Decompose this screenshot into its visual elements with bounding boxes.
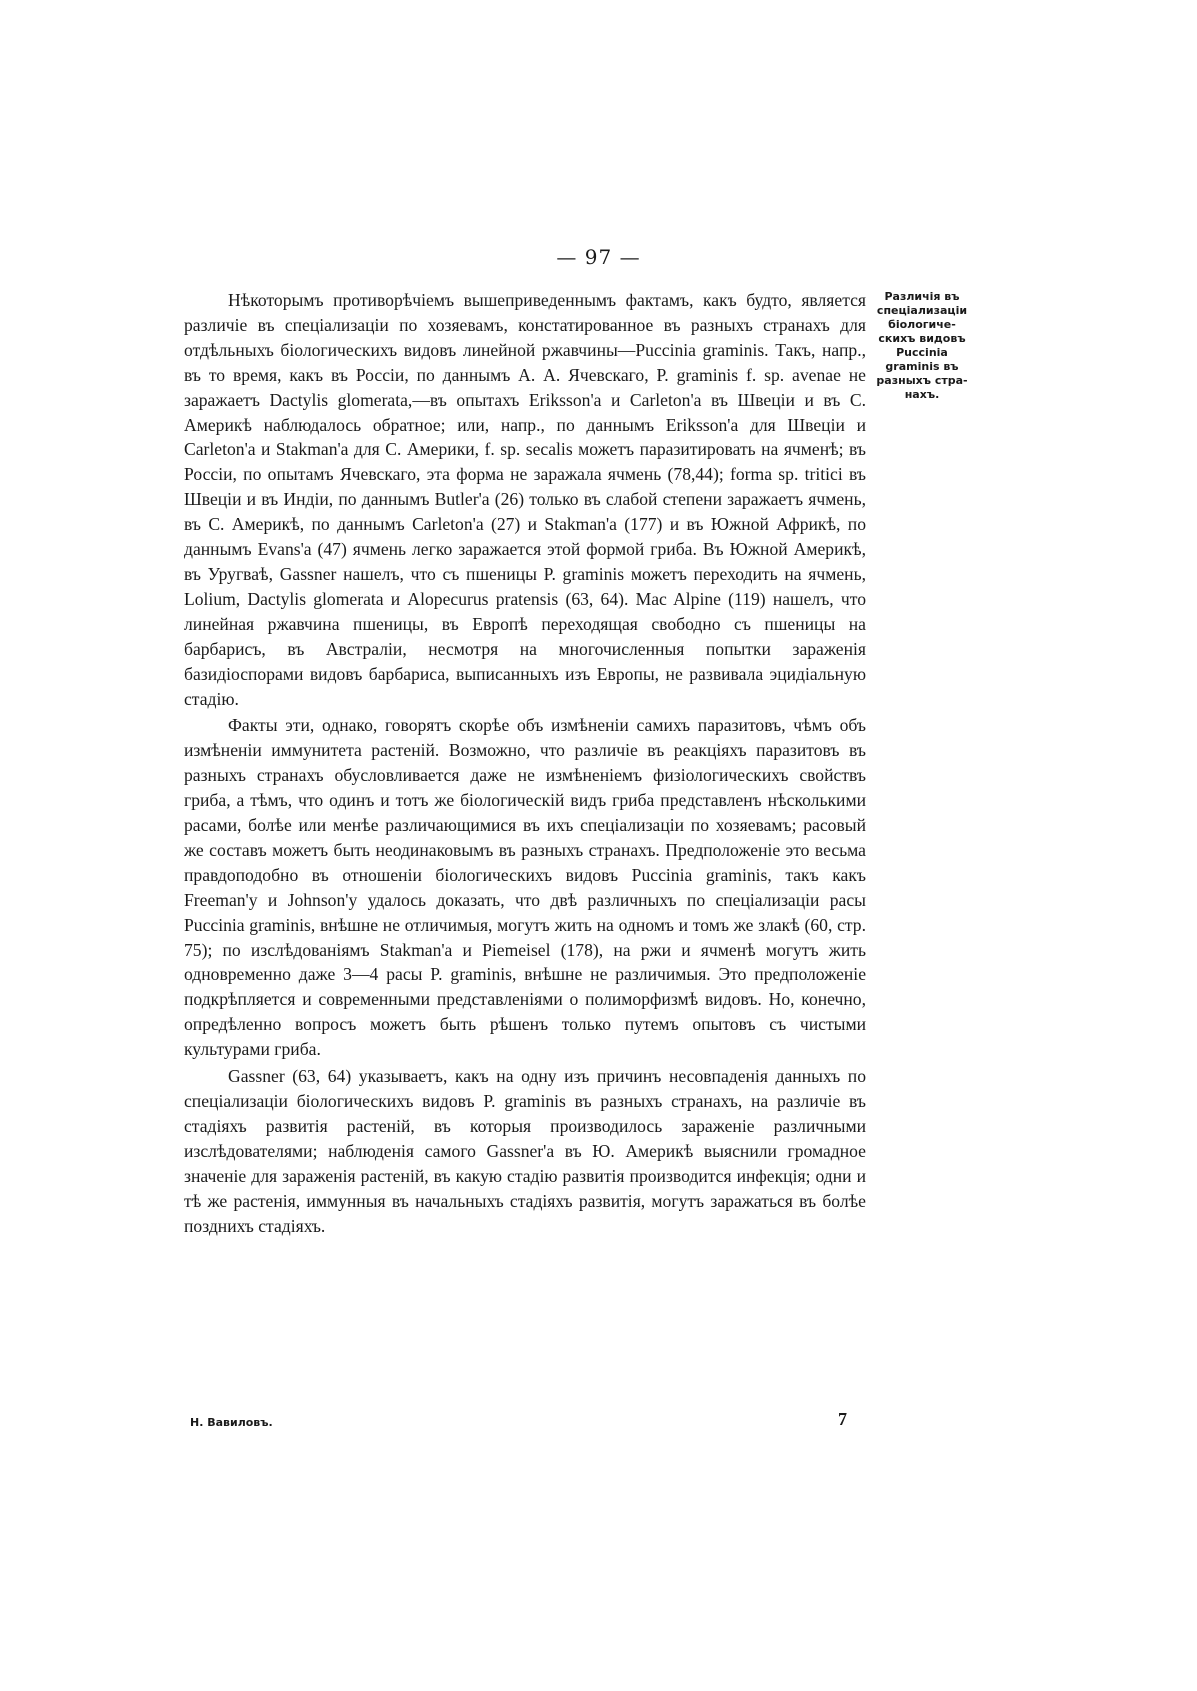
paragraph-1: Нѣкоторымъ противорѣчіемъ вышеприведеннымъ фактамъ, какъ будто, является различіе въ спеціализаціи по хозяевамъ, констатированное въ разныхъ странахъ для отдѣльныхъ біологическихъ видовъ линейной ржавчины—Puccinia graminis. Такъ, напр., въ то время, какъ въ Россіи, по даннымъ А. А. Ячевскаго, P. graminis f. sp. avenae не заражаетъ Dactylis glomerata,—въ опытахъ Eriksson'a и Carleton'a въ Швеціи и въ С. Америкѣ наблюдалось обратное; или, напр., по даннымъ Eriksson'a для Швеціи и Carleton'a и Stakman'a для С. Америки, f. sp. secalis можетъ паразитировать на ячменѣ; въ Россіи, по опытамъ Ячевскаго, эта форма не заражала ячмень (78,44); forma sp. tritici въ Швеціи и въ Индіи, по даннымъ Butler'a (26) только въ слабой степени заражаетъ ячмень, въ С. Америкѣ, по даннымъ Carleton'a (27) и Stakman'a (177) и въ Южной Африкѣ, по даннымъ Evans'a (47) ячмень легко заражается этой формой гриба. Въ Южной Америкѣ, въ Уругваѣ, Gassner нашелъ, что съ пшеницы P. graminis можетъ переходить на ячмень, Lolium, Dactylis glomerata и Alopecurus pratensis (63, 64). Mac Alpine (119) нашелъ, что линейная ржавчина пшеницы, въ Европѣ переходящая свободно съ пшеницы на барбарисъ, въ Австраліи, несмотря на многочисленныя попытки зараженія базидіоспорами видовъ барбариса, выписанныхъ изъ Европы, не развивала эцидіальную стадію. [184,290,866,709]
footer-author: Н. Вавиловъ. [190,1416,273,1429]
page-number: — 97 — [556,245,641,269]
margin-note: Различія въ спеціализаціи біологиче-скихъ видовъ Puccinia graminis въ разныхъ стра-нахъ. [876,290,968,401]
signature-mark: 7 [838,1409,847,1429]
paragraph-3: Gassner (63, 64) указываетъ, какъ на одну изъ причинъ несовпаденія данныхъ по спеціализаціи біологическихъ видовъ P. graminis въ разныхъ странахъ, на различіе въ стадіяхъ развитія растеній, въ которыя производилось зараженіе различными изслѣдователями; наблюденія самого Gassner'a въ Ю. Америкѣ выяснили громадное значеніе для зараженія растеній, въ какую стадію развитія производится инфекція; одни и тѣ же растенія, иммунныя въ начальныхъ стадіяхъ развитія, могутъ заражаться въ болѣе позднихъ стадіяхъ. [184,1066,866,1236]
paragraph-2: Факты эти, однако, говорятъ скорѣе объ измѣненіи самихъ паразитовъ, чѣмъ объ измѣненіи иммунитета растеній. Возможно, что различіе въ реакціяхъ паразитовъ въ разныхъ странахъ обусловливается даже не измѣненіемъ физіологическихъ свойствъ гриба, а тѣмъ, что одинъ и тотъ же біологическій видъ гриба представленъ нѣсколькими расами, болѣе или менѣе различающимися въ ихъ спеціализаціи по хозяевамъ; расовый же составъ можетъ быть неодинаковымъ въ разныхъ странахъ. Предположеніе это весьма правдоподобно въ отношеніи біологическихъ видовъ Puccinia graminis, такъ какъ Freeman'y и Johnson'y удалось доказать, что двѣ различныхъ по спеціализаціи расы Puccinia graminis, внѣшне не отличимыя, могутъ жить на одномъ и томъ же злакѣ (60, стр. 75); по изслѣдованіямъ Stakman'a и Piemeisel (178), на ржи и ячменѣ могутъ жить одновременно даже 3—4 расы P. graminis, внѣшне не различимыя. Это предположеніе подкрѣпляется и современными представленіями о полиморфизмѣ видовъ. Но, конечно, опредѣленно вопросъ можетъ быть рѣшенъ только путемъ опытовъ съ чистыми культурами гриба. [184,715,866,1060]
main-text [184,288,866,1238]
